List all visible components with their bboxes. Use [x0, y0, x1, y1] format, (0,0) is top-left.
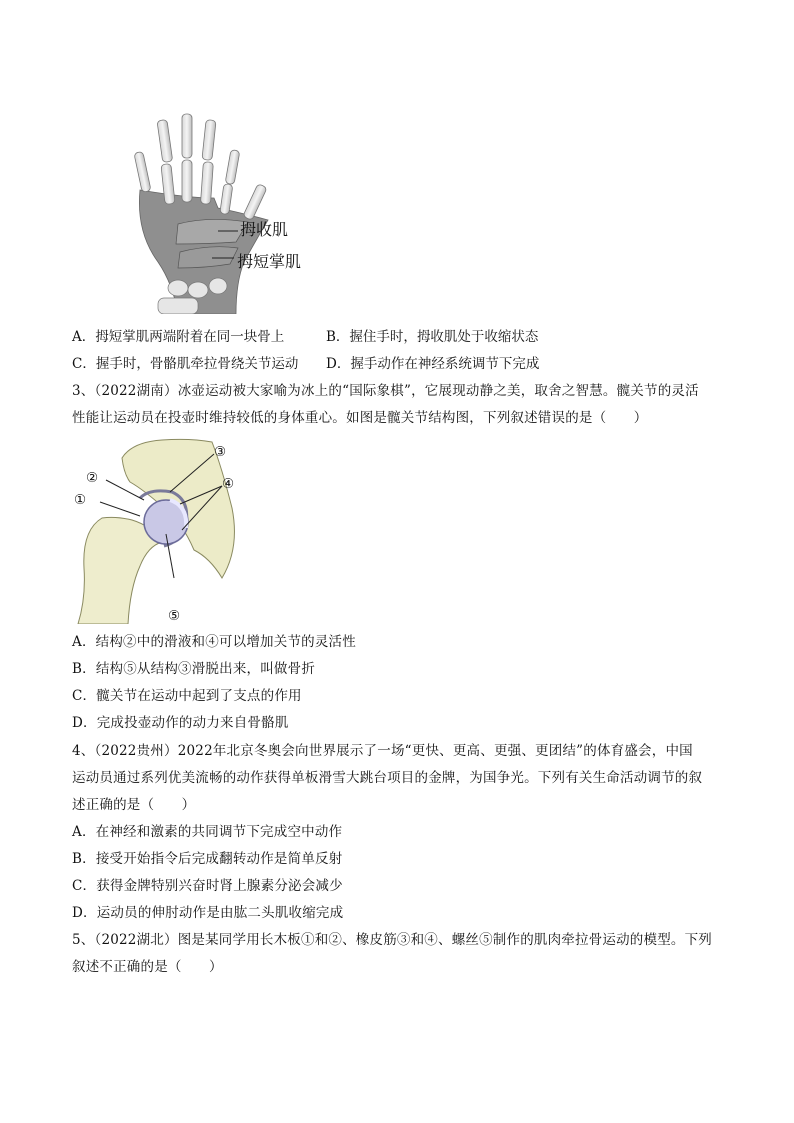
q5-stem-line1: 5、（2022湖北）图是某同学用长木板①和②、橡皮筋③和④、螺丝⑤制作的肌肉牵拉骨运动的模型。下列 — [72, 932, 712, 948]
q4-stem-line3: 述正确的是（ ） — [72, 797, 196, 813]
q3-option-b: B．结构⑤从结构③滑脱出来，叫做骨折 — [72, 661, 316, 677]
thumb-bone — [243, 184, 267, 221]
radius-bone — [158, 298, 198, 314]
q4-option-a: A．在神经和激素的共同调节下完成空中动作 — [72, 824, 343, 840]
q3-stem-line1: 3、（2022湖南）冰壶运动被大家喻为冰上的“国际象棋”，它展现动静之美，取舍之智慧。髋关节的灵活 — [72, 383, 699, 399]
q4-option-d: D．运动员的伸肘动作是由肱二头肌收缩完成 — [72, 905, 344, 921]
adductor-muscle — [176, 219, 248, 244]
carpal-bone — [168, 280, 188, 296]
q3-stem-line2: 性能让运动员在投壶时维持较低的身体重心。如图是髋关节结构图，下列叙述错误的是（ ） — [72, 410, 648, 426]
q2-option-b: B．握住手时，拇收肌处于收缩状态 — [326, 329, 539, 345]
hip-label-3: ③ — [214, 444, 227, 460]
carpal-bone — [188, 282, 208, 298]
finger-bone — [157, 120, 173, 163]
q4-stem-line2: 运动员通过系列优美流畅的动作获得单板滑雪大跳台项目的金牌，为国争光。下列有关生命活动调节的叙 — [72, 770, 703, 786]
q3-option-c: C．髋关节在运动中起到了支点的作用 — [72, 688, 302, 704]
finger-bone — [220, 184, 233, 215]
hip-label-4: ④ — [222, 476, 235, 492]
hip-label-2: ② — [86, 470, 99, 486]
finger-bone — [202, 120, 216, 161]
q4-stem-line1: 4、（2022贵州）2022年北京冬奥会向世界展示了一场“更快、更高、更强、更团结”的体育盛会，中国 — [72, 743, 693, 759]
q5-stem-line2: 叙述不正确的是（ ） — [72, 959, 223, 975]
finger-bone — [134, 151, 151, 192]
label-adductor: 拇收肌 — [240, 220, 289, 239]
hip-joint-figure — [72, 438, 242, 624]
finger-bone — [182, 114, 192, 158]
hip-label-1: ① — [74, 492, 87, 508]
finger-bone — [182, 160, 192, 202]
q2-option-a: A．拇短掌肌两端附着在同一块骨上 — [72, 329, 285, 345]
q3-option-d: D．完成投壶动作的动力来自骨骼肌 — [72, 715, 289, 731]
hand-skeleton-figure — [118, 112, 318, 314]
carpal-bone — [209, 278, 227, 294]
hip-label-5: ⑤ — [168, 608, 181, 624]
q2-option-c: C．握手时，骨骼肌牵拉骨绕关节运动 — [72, 356, 299, 372]
label-short-palm: 拇短掌肌 — [237, 252, 302, 271]
q4-option-c: C．获得金牌特别兴奋时肾上腺素分泌会减少 — [72, 878, 343, 894]
leader-line — [100, 502, 140, 516]
q3-option-a: A．结构②中的滑液和④可以增加关节的灵活性 — [72, 634, 356, 650]
q2-option-d: D．握手动作在神经系统调节下完成 — [326, 356, 540, 372]
q4-option-b: B．接受开始指令后完成翻转动作是简单反射 — [72, 851, 343, 867]
finger-bone — [225, 150, 240, 185]
